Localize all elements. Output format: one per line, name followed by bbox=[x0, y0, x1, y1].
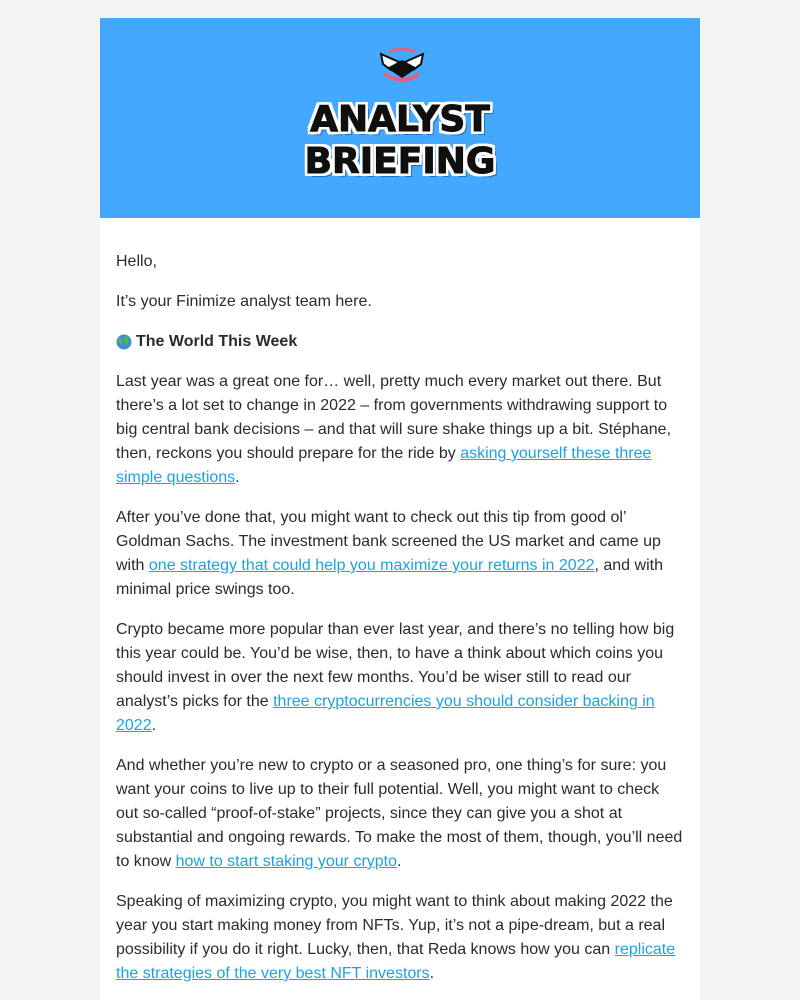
bird-logo-icon bbox=[377, 48, 427, 84]
paragraph-text: And whether you’re new to crypto or a seasoned pro, one thing’s for sure: you want your coins to live up to their full potential. Well, you might want to check out so-called “proof-of-stake” projects, since they can give you a shot at substantial and ongoing rewards. To make the most of them, though, you’ll need to know bbox=[116, 757, 683, 870]
intro-text: It’s your Finimize analyst team here. bbox=[116, 293, 372, 310]
header-title-line1: ANALYST bbox=[310, 99, 490, 140]
greeting: Hello, bbox=[116, 253, 157, 270]
article-link[interactable]: asking yourself these three simple questions bbox=[116, 445, 652, 486]
article-link[interactable]: replicate the strategies of the very best NFT investors bbox=[116, 941, 676, 982]
article-link[interactable]: one strategy that could help you maximize your returns in 2022 bbox=[148, 557, 595, 574]
header-title-line2: BRIEFING bbox=[304, 141, 496, 182]
paragraph-text: Speaking of maximizing crypto, you might want to think about making 2022 the year you start making money from NFTs. Yup, it’s not a pipe-dream, but a real possibility if you do it right. Lucky, then, that Reda knows how you can bbox=[116, 893, 673, 958]
paragraph-text: Last year was a great one for… well, pretty much every market out there. But there’s a lot set to change in 2022 – from governments withdrawing support to big central bank decisions – and that will sure shake things up a bit. Stéphane, then, reckons you should prepare for the ride by bbox=[116, 373, 672, 462]
article-link[interactable]: how to start staking your crypto bbox=[175, 853, 398, 870]
paragraph-text: . bbox=[397, 853, 402, 870]
paragraph-text: . bbox=[429, 965, 435, 982]
paragraph-text: Crypto became more popular than ever last year, and there’s no telling how big this year could be. You’d be wise, then, to have a think about which coins you should invest in over the next few months. You’d be wiser still to read our analyst’s picks for the bbox=[116, 621, 675, 710]
email-body bbox=[100, 218, 700, 986]
paragraph-text: . bbox=[151, 717, 157, 734]
email-container bbox=[100, 18, 700, 1000]
header-banner bbox=[100, 18, 700, 218]
paragraph bbox=[116, 618, 684, 738]
globe-icon bbox=[116, 334, 132, 350]
article-link[interactable]: three cryptocurrencies you should consider backing in 2022 bbox=[116, 693, 655, 734]
paragraph-text: After you’ve done that, you might want to check out this tip from good ol’ Goldman Sachs. The investment bank screened the US market and came up with bbox=[116, 509, 661, 574]
section-heading bbox=[116, 330, 684, 354]
paragraph-text: , and with minimal price swings too. bbox=[116, 557, 663, 598]
paragraph bbox=[116, 506, 684, 602]
paragraph bbox=[116, 890, 684, 986]
section-heading-label: The World This Week bbox=[136, 333, 298, 350]
paragraph bbox=[116, 370, 684, 490]
paragraph bbox=[116, 754, 684, 874]
paragraph-text: . bbox=[235, 469, 240, 486]
